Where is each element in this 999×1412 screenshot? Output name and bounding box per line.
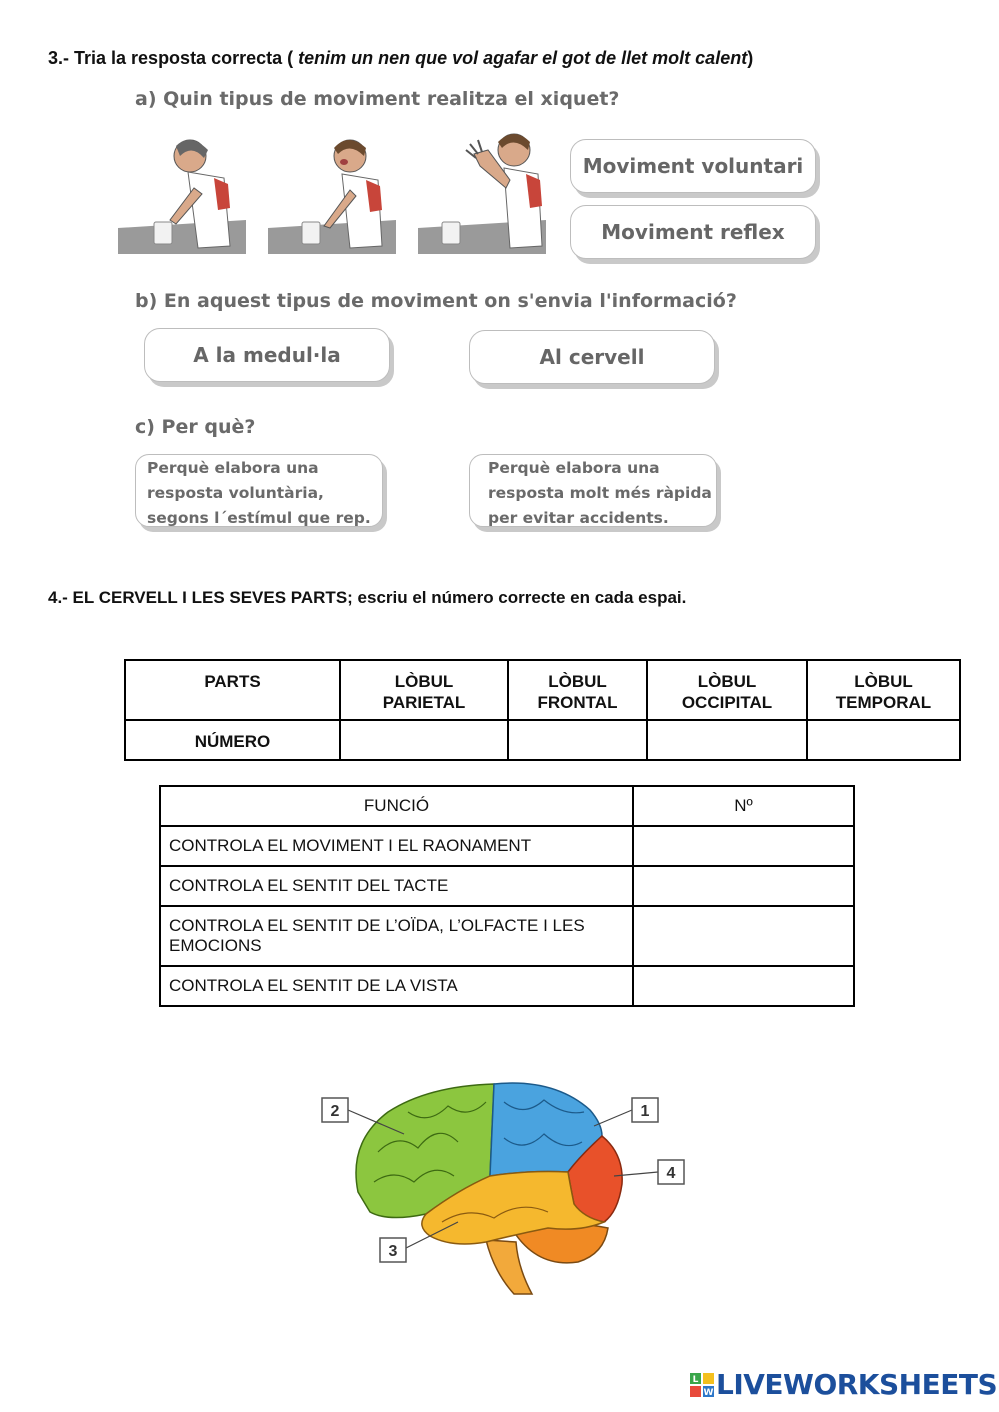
- answer-input-parietal[interactable]: [340, 720, 508, 760]
- function-answer-input[interactable]: [633, 906, 854, 966]
- option-resposta-voluntaria-line: resposta voluntària,: [147, 484, 324, 502]
- option-moviment-reflex[interactable]: Moviment reflex: [570, 205, 816, 259]
- question-3-title: [48, 48, 753, 69]
- liveworksheets-logo: [690, 1368, 997, 1401]
- parts-header-text: PARTS: [204, 672, 261, 691]
- parts-header-cell: [340, 660, 508, 720]
- subquestion-b-label: b) En aquest tipus de moviment on s'envia l'informació?: [135, 290, 737, 312]
- option-resposta-voluntaria-line: Perquè elabora una: [147, 459, 319, 477]
- brain-stem: [486, 1240, 532, 1294]
- parts-header-text: TEMPORAL: [835, 693, 932, 712]
- brain-label-2: 2: [330, 1103, 340, 1120]
- parts-header-cell: [807, 660, 960, 720]
- function-answer-input[interactable]: [633, 966, 854, 1006]
- answer-input-occipital[interactable]: [647, 720, 807, 760]
- child-reaching-glass-illustration: [118, 128, 246, 258]
- subquestion-c-label: c) Per què?: [135, 416, 256, 438]
- brain-label-3: 3: [388, 1243, 398, 1260]
- option-moviment-voluntari[interactable]: Moviment voluntari: [570, 139, 816, 193]
- function-row-text: CONTROLA EL MOVIMENT I EL RAONAMENT: [160, 826, 633, 866]
- option-medulla[interactable]: A la medul·la: [144, 328, 390, 382]
- parts-header-text: PARIETAL: [382, 693, 466, 712]
- function-table: [159, 785, 855, 1007]
- parts-header-cell: [508, 660, 647, 720]
- brain-label-1: 1: [640, 1103, 650, 1120]
- parts-header-cell: [647, 660, 807, 720]
- parts-header-text: FRONTAL: [537, 693, 618, 712]
- subquestion-a-label: a) Quin tipus de moviment realitza el xiquet?: [135, 88, 620, 110]
- parts-table: [124, 659, 961, 761]
- function-row-text: CONTROLA EL SENTIT DE L’OÏDA, L’OLFACTE I LES EMOCIONS: [160, 906, 633, 966]
- question-4-title: 4.- EL CERVELL I LES SEVES PARTS; escriu el número correcte en cada espai.: [48, 588, 687, 607]
- parts-header-text: OCCIPITAL: [681, 693, 773, 712]
- number-header: Nº: [633, 786, 854, 826]
- option-resposta-rapida-line: Perquè elabora una: [488, 459, 660, 477]
- answer-input-temporal[interactable]: [807, 720, 960, 760]
- question-3-title-italic: tenim un nen que vol agafar el got de llet molt calent: [298, 48, 748, 68]
- numero-row-label: NÚMERO: [125, 720, 340, 760]
- function-row-text: CONTROLA EL SENTIT DE LA VISTA: [160, 966, 633, 1006]
- logo-mark-letter: W: [703, 1387, 714, 1397]
- parts-header-text: LÒBUL: [697, 672, 757, 691]
- parts-header-text: LÒBUL: [394, 672, 454, 691]
- option-cervell[interactable]: Al cervell: [469, 330, 715, 384]
- function-answer-input[interactable]: [633, 826, 854, 866]
- function-answer-input[interactable]: [633, 866, 854, 906]
- answer-input-frontal[interactable]: [508, 720, 647, 760]
- function-header: FUNCIÓ: [160, 786, 633, 826]
- option-resposta-rapida-line: per evitar accidents.: [488, 509, 669, 527]
- liveworksheets-mark-icon: [690, 1373, 714, 1397]
- option-resposta-rapida[interactable]: [469, 454, 717, 527]
- child-pulling-hand-back-illustration: [418, 128, 546, 258]
- brain-label-4: 4: [666, 1165, 676, 1182]
- parts-header-cell: [125, 660, 340, 720]
- child-touching-glass-illustration: [268, 128, 396, 258]
- logo-mark-letter: L: [692, 1374, 699, 1385]
- liveworksheets-logo-text: LIVEWORKSHEETS: [716, 1368, 998, 1401]
- brain-diagram: [318, 1072, 690, 1298]
- parts-header-text: LÒBUL: [548, 672, 607, 691]
- option-resposta-rapida-line: resposta molt més ràpida: [488, 484, 712, 502]
- question-3-title-prefix: 3.- Tria la resposta correcta (: [48, 48, 299, 68]
- option-resposta-voluntaria-line: segons l´estímul que rep.: [147, 509, 371, 527]
- parts-header-text: LÒBUL: [854, 672, 913, 691]
- question-3-title-suffix: ): [747, 48, 754, 68]
- function-row-text: CONTROLA EL SENTIT DEL TACTE: [160, 866, 633, 906]
- option-resposta-voluntaria[interactable]: [135, 454, 383, 527]
